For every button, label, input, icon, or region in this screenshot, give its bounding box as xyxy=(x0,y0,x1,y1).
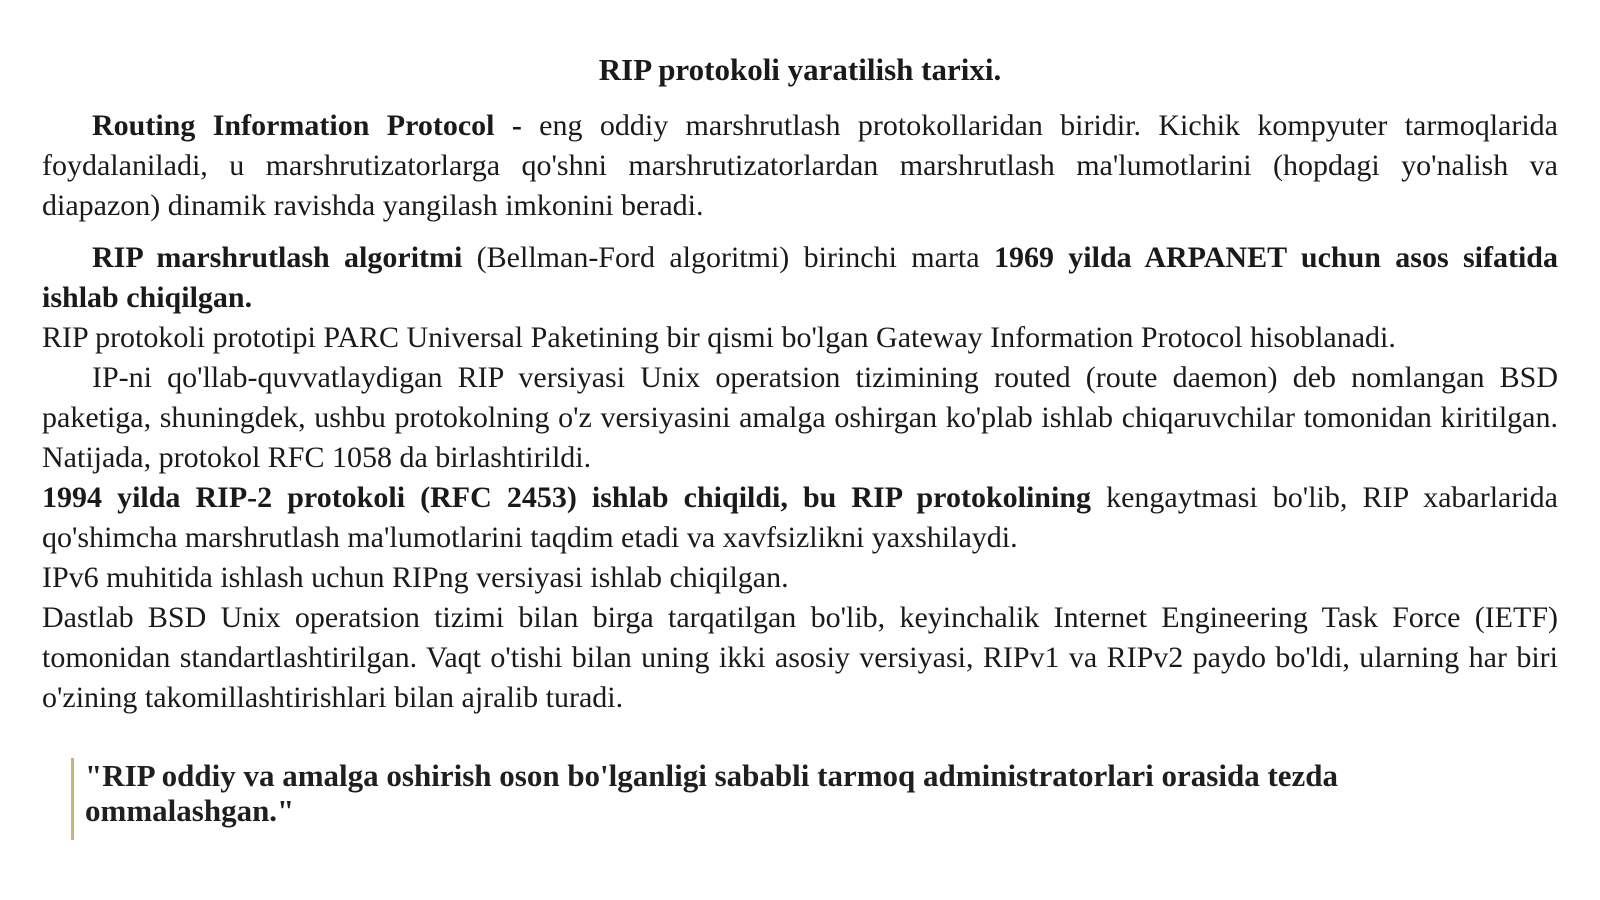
rip2-highlight: 1994 yilda RIP-2 protokoli (RFC 2453) ishlab chiqildi, bu RIP protokolining xyxy=(42,481,1092,514)
term-routing-information-protocol: Routing Information Protocol - xyxy=(92,109,522,142)
paragraph-prototype: RIP protokoli prototipi PARC Universal Paketining bir qismi bo'lgan Gateway Information Protocol hisoblanadi. xyxy=(42,321,1396,354)
rip2-text: kengaytmasi bo'lib, RIP xabarlarida qo'shimcha marshrutlash ma'lumotlarini taqdim etadi va xavfsizlikni yaxshilaydi. xyxy=(42,481,1558,554)
paragraph-ripng: IPv6 muhitida ishlash uchun RIPng versiyasi ishlab chiqilgan. xyxy=(42,561,789,594)
quote-block: "RIP oddiy va amalga oshirish oson bo'lganligi sababli tarmoq administratorlari orasida tezda ommalashgan." xyxy=(71,758,1505,840)
term-rip-algorithm: RIP marshrutlash algoritmi xyxy=(92,241,463,274)
document-body xyxy=(42,50,1558,718)
paragraph-algorithm xyxy=(42,238,1558,318)
algorithm-text: (Bellman-Ford algoritmi) birinchi marta xyxy=(462,241,994,274)
page-title: RIP protokoli yaratilish tarixi. xyxy=(598,52,1002,87)
definition-text: eng oddiy marshrutlash protokollaridan biridir. Kichik kompyuter tarmoqlarida foydalaniladi, u marshrutizatorlarga qo'shni marshrutizatorlardan marshrutlash ma'lumotlarini (hopdagi yo'nalish va diapazon) dinamik ravishda yangilash imkonini beradi. xyxy=(42,109,1558,222)
arpanet-highlight: 1969 yilda ARPANET uchun asos sifatida ishlab chiqilgan. xyxy=(42,241,1558,314)
paragraph-rip2 xyxy=(42,478,1558,558)
paragraph-ietf: Dastlab BSD Unix operatsion tizimi bilan birga tarqatilgan bo'lib, keyinchalik Internet Engineering Task Force (IETF) tomonidan standartlashtirilgan. Vaqt o'tishi bilan uning ikki asosiy versiyasi, RIPv1 va RIPv2 paydo bo'ldi, ularning har biri o'zining takomillashtirishlari bilan ajralib turadi. xyxy=(42,601,1558,714)
paragraph-definition xyxy=(42,106,1558,226)
paragraph-unix-bsd: IP-ni qo'llab-quvvatlaydigan RIP versiyasi Unix operatsion tizimining routed (route daemon) deb nomlangan BSD paketiga, shuningdek, ushbu protokolning o'z versiyasini amalga oshirgan ko'plab ishlab chiqaruvchilar tomonidan kiritilgan. Natijada, protokol RFC 1058 da birlashtirildi. xyxy=(42,361,1558,474)
